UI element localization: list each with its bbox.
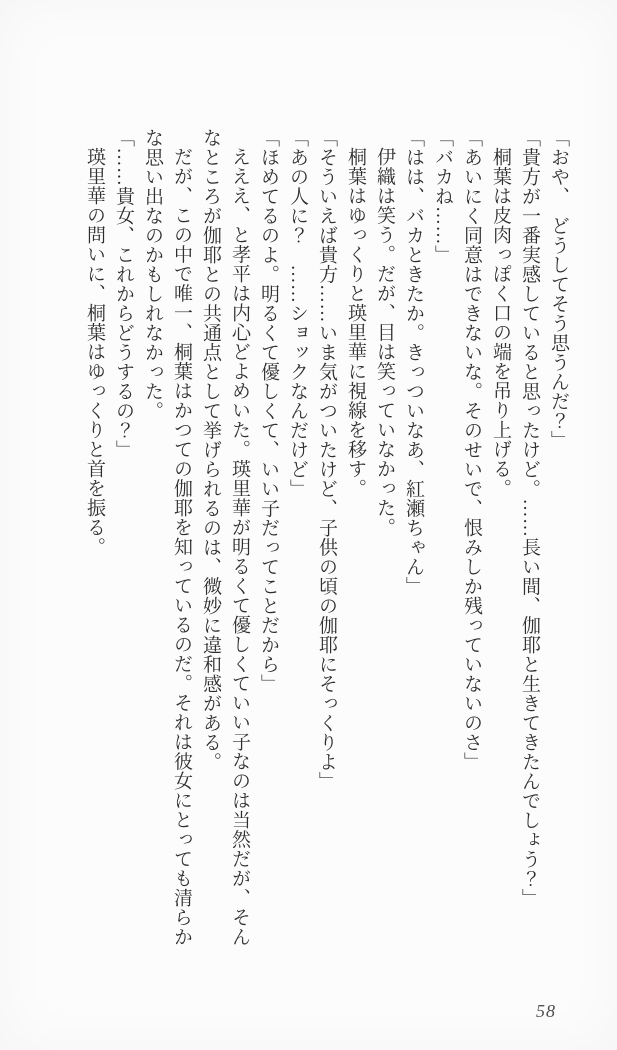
paragraph: 瑛里華の問いに、桐葉はゆっくりと首を振る。 [84, 147, 105, 557]
paragraph: 「あいにく同意はできないな。そのせいで、恨みしか残っていないのさ」 [461, 128, 482, 772]
paragraph: 伊織は笑う。だが、目は笑っていなかった。 [374, 147, 395, 537]
paragraph: 「はは、バカときたか。きっついなあ、紅瀬ちゃん」 [403, 128, 424, 596]
paragraph: 「貴方が一番実感していると思ったけど。……長い間、伽耶と生きてきたんでしょう？」 [519, 128, 540, 908]
paragraph: 「そういえば貴方……いま気がついたけど、子供の頃の伽耶にそっくりよ」 [316, 128, 337, 791]
paragraph: 「ほめてるのよ。明るくて優しくて、いい子だってことだから」 [258, 128, 279, 694]
paragraph: えええ、と孝平は内心どよめいた。瑛里華が明るくて優しくていい子なのは当然だが、そんなところが伽耶との共通点として挙げられるのは、微妙に違和感がある。 [200, 128, 250, 947]
paragraph: 「……貴女、これからどうするの？」 [113, 128, 134, 460]
paragraph: 「バカね……」 [432, 128, 453, 265]
paragraph: 桐葉は皮肉っぽく口の端を吊り上げる。 [490, 147, 511, 498]
paragraph: 「あの人に？ ……ショックなんだけど」 [287, 128, 308, 499]
vertical-text-block [80, 128, 573, 950]
paragraph: 桐葉はゆっくりと瑛里華に視線を移す。 [345, 147, 366, 498]
page-number: 58 [536, 1001, 556, 1021]
paragraph: 「おや、 どうしてそう思うんだ？」 [548, 128, 569, 450]
paragraph: だが、この中で唯一、桐葉はかつての伽耶を知っているのだ。それは彼女にとっても清らかな思い出なのかもしれなかった。 [142, 128, 192, 947]
